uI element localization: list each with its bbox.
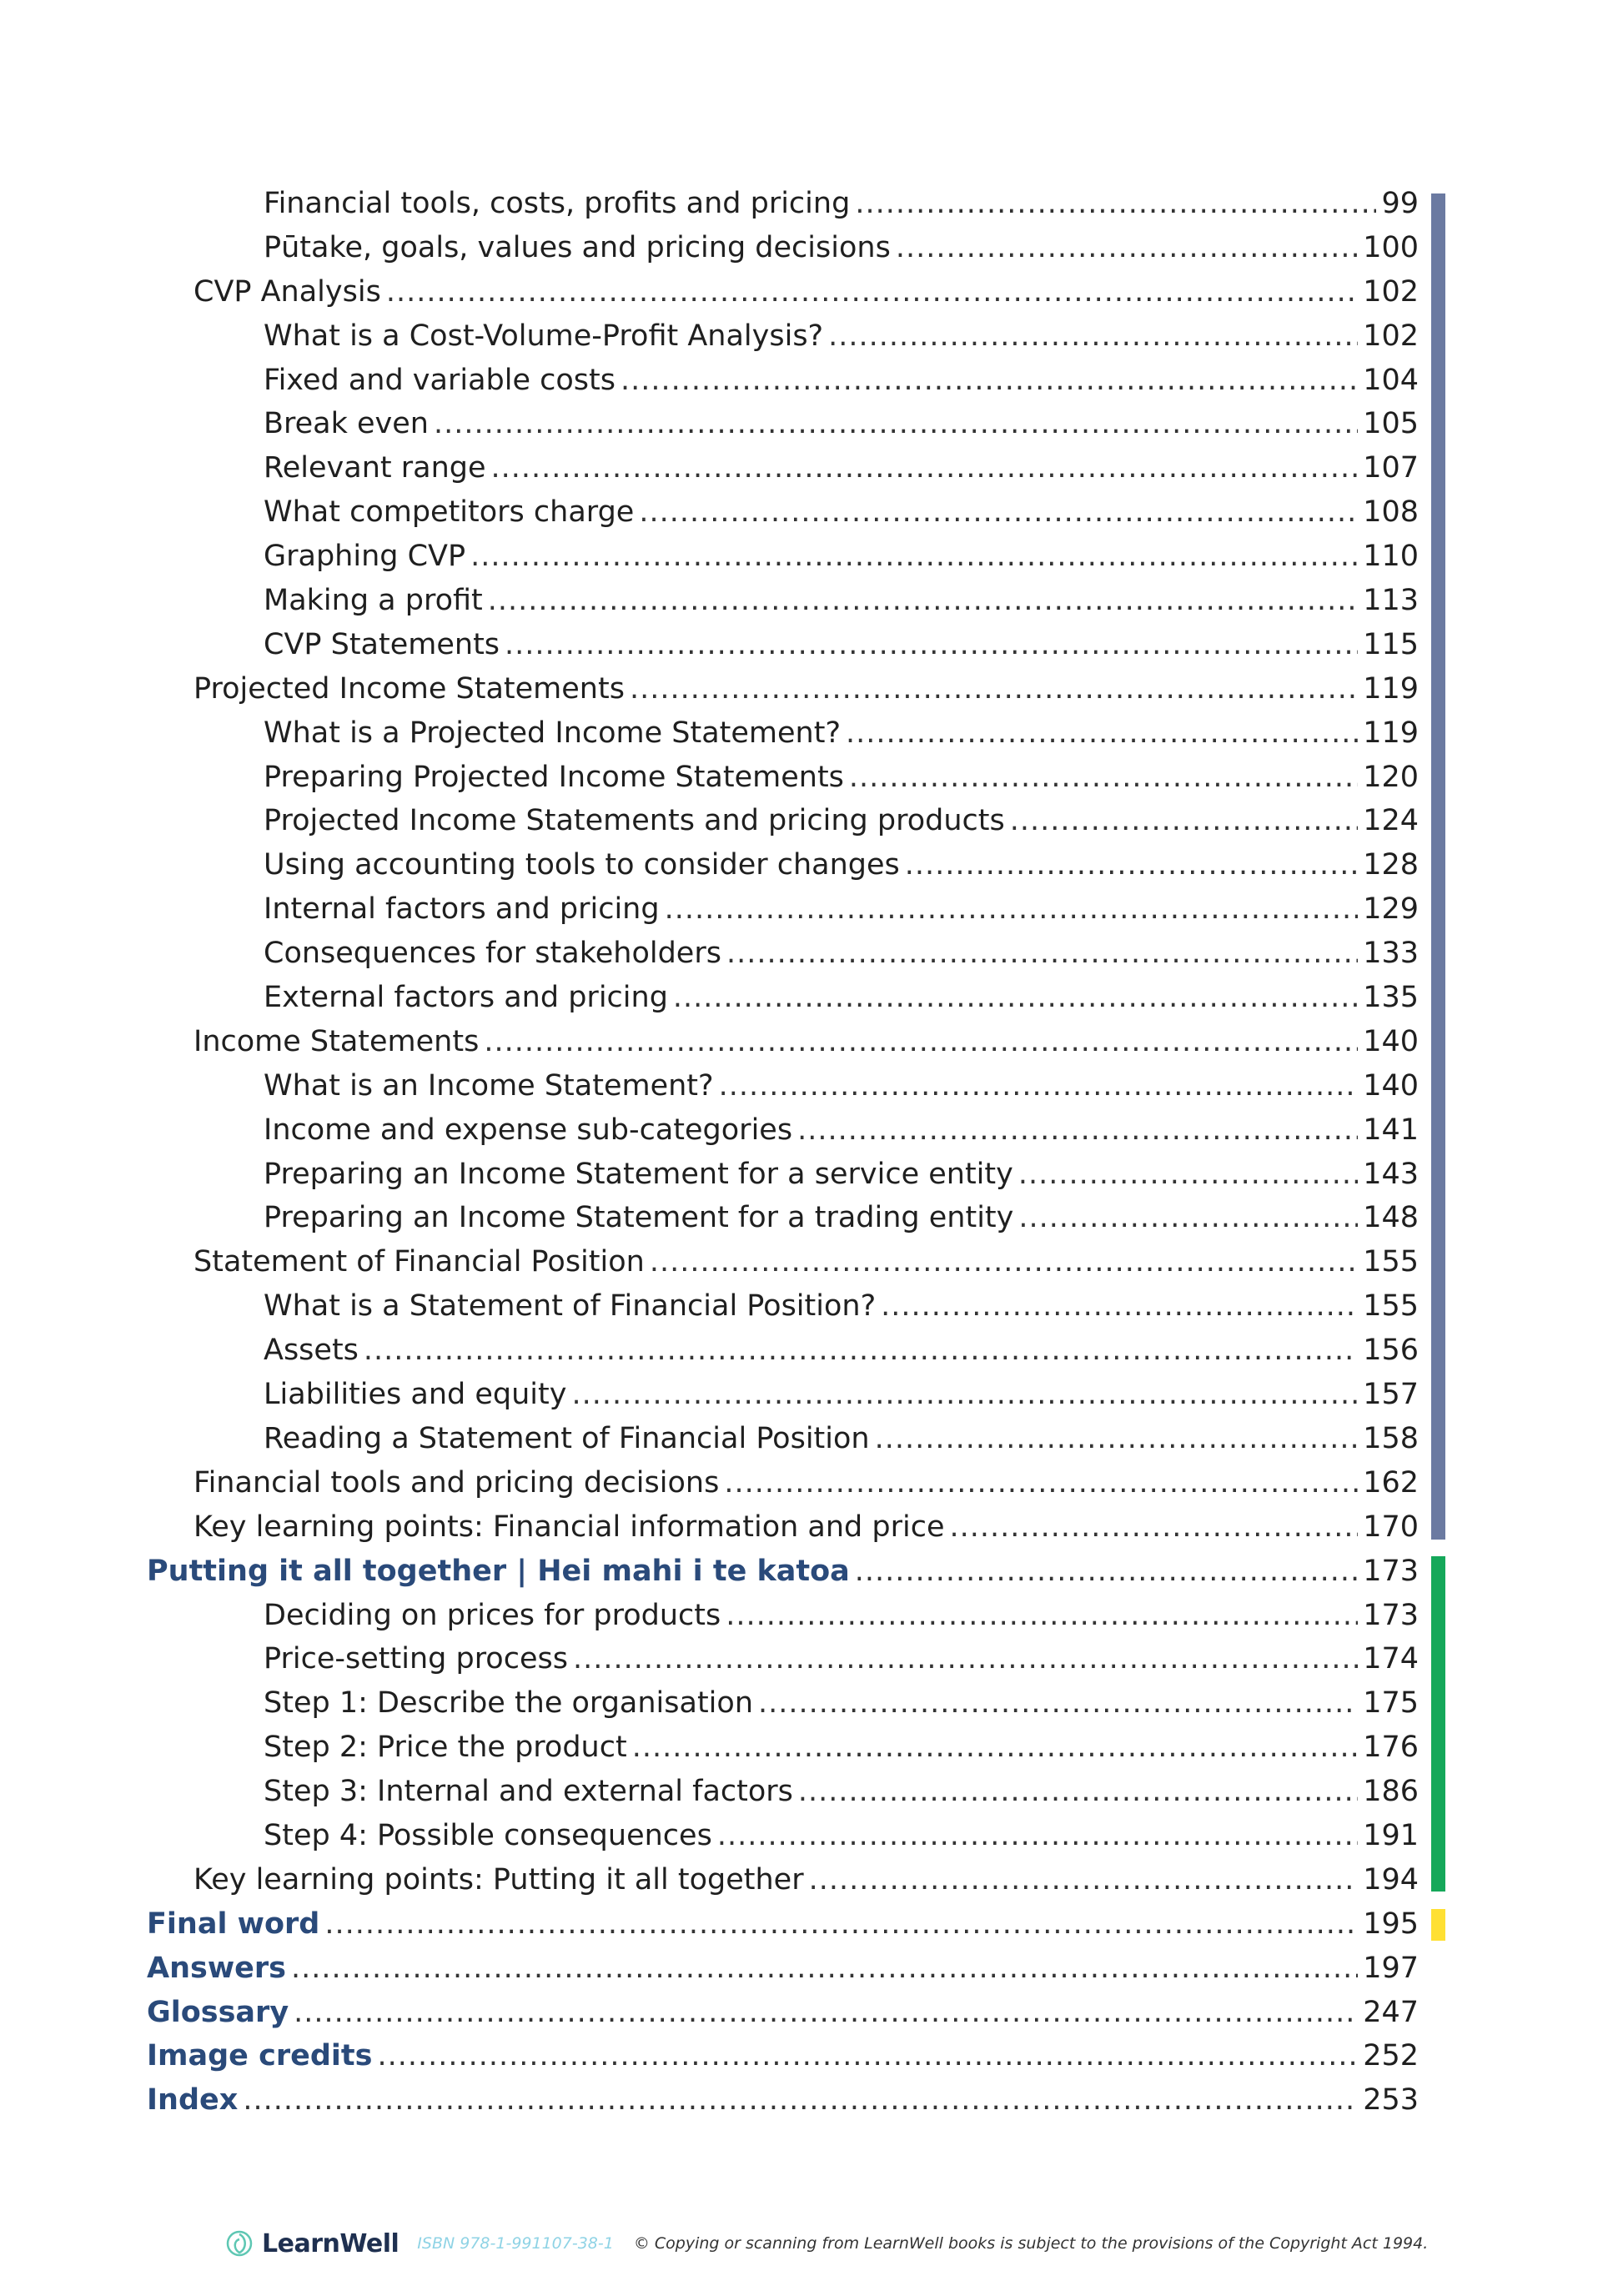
toc-entry bbox=[0, 270, 1623, 314]
dot-leader bbox=[364, 1329, 1358, 1373]
toc-entry-page: 119 bbox=[1363, 716, 1419, 750]
section-bar-yellow bbox=[1431, 1909, 1445, 1941]
dot-leader bbox=[386, 270, 1358, 314]
toc-entry-page: 175 bbox=[1363, 1686, 1419, 1721]
dot-leader bbox=[377, 2034, 1358, 2078]
toc-entry-title: External factors and pricing bbox=[264, 981, 668, 1015]
toc-entry bbox=[0, 359, 1623, 403]
toc-entry-page: 170 bbox=[1363, 1510, 1419, 1544]
toc-entry-page: 133 bbox=[1363, 937, 1419, 971]
section-bar-green bbox=[1431, 1556, 1445, 1892]
toc-entry-page: 115 bbox=[1363, 627, 1419, 661]
toc-entry bbox=[0, 182, 1623, 226]
toc-entry bbox=[0, 446, 1623, 490]
toc-entry-page: 124 bbox=[1363, 804, 1419, 838]
toc-entry bbox=[0, 1108, 1623, 1153]
toc-entry-page: 247 bbox=[1363, 1995, 1419, 2029]
toc-entry bbox=[0, 1240, 1623, 1284]
toc-entry-title: Step 4: Possible consequences bbox=[264, 1818, 712, 1852]
toc-entry-page: 104 bbox=[1363, 363, 1419, 397]
dot-leader bbox=[846, 711, 1358, 756]
toc-entry bbox=[0, 1417, 1623, 1461]
toc-entry bbox=[0, 667, 1623, 711]
dot-leader bbox=[726, 932, 1358, 976]
toc-entry bbox=[0, 1594, 1623, 1638]
toc-entry-page: 140 bbox=[1363, 1024, 1419, 1058]
toc-entry bbox=[0, 1726, 1623, 1770]
toc-entry-title: Step 1: Describe the organisation bbox=[264, 1686, 754, 1721]
learnwell-swirl-icon bbox=[225, 2229, 254, 2258]
dot-leader bbox=[1010, 799, 1358, 843]
dot-leader bbox=[665, 887, 1359, 932]
dot-leader bbox=[875, 1417, 1359, 1461]
dot-leader bbox=[828, 314, 1358, 359]
dot-leader bbox=[798, 1770, 1358, 1814]
dot-leader bbox=[488, 579, 1358, 623]
toc-entry-page: 156 bbox=[1363, 1334, 1419, 1368]
dot-leader bbox=[881, 1284, 1358, 1329]
dot-leader bbox=[1018, 1196, 1358, 1240]
dot-leader bbox=[797, 1108, 1358, 1153]
toc-entry bbox=[0, 711, 1623, 756]
dot-leader bbox=[726, 1594, 1358, 1638]
toc-entry bbox=[0, 490, 1623, 535]
toc-entry-title: Key learning points: Putting it all together bbox=[193, 1862, 804, 1897]
toc-entry-page: 129 bbox=[1363, 892, 1419, 927]
toc-entry-page: 108 bbox=[1363, 495, 1419, 530]
toc-entry-title: Answers bbox=[147, 1951, 287, 1985]
toc-entry bbox=[0, 932, 1623, 976]
toc-entry-title: Internal factors and pricing bbox=[264, 892, 660, 927]
dot-leader bbox=[294, 1991, 1358, 2035]
dot-leader bbox=[632, 1726, 1358, 1770]
toc-entry-page: 186 bbox=[1363, 1775, 1419, 1809]
toc-entry-title: Assets bbox=[264, 1334, 359, 1368]
toc-entry bbox=[0, 623, 1623, 667]
toc-entry-title: What is a Cost-Volume-Profit Analysis? bbox=[264, 319, 824, 353]
toc-entry bbox=[0, 1902, 1623, 1947]
brand-name: LearnWell bbox=[262, 2228, 399, 2258]
toc-entry-title: Final word bbox=[147, 1907, 320, 1941]
toc-entry-page: 155 bbox=[1363, 1245, 1419, 1279]
toc-entry bbox=[0, 1196, 1623, 1240]
toc-entry-title: Liabilities and equity bbox=[264, 1378, 567, 1412]
toc-entry-title: Deciding on prices for products bbox=[264, 1598, 721, 1632]
toc-entry-page: 120 bbox=[1363, 760, 1419, 794]
toc-entry bbox=[0, 1505, 1623, 1550]
toc-entry-page: 173 bbox=[1363, 1598, 1419, 1632]
toc-entry bbox=[0, 1064, 1623, 1108]
toc-entry bbox=[0, 1858, 1623, 1902]
toc-entry-title: Price-setting process bbox=[264, 1642, 568, 1676]
toc-entry-page: 173 bbox=[1363, 1554, 1419, 1588]
toc-entry-title: Income Statements bbox=[193, 1024, 480, 1058]
dot-leader bbox=[950, 1505, 1359, 1550]
toc-entry-title: Preparing an Income Statement for a service entity bbox=[264, 1157, 1013, 1191]
dot-leader bbox=[505, 623, 1358, 667]
toc-entry-page: 155 bbox=[1363, 1289, 1419, 1324]
toc-entry-page: 141 bbox=[1363, 1113, 1419, 1147]
toc-entry bbox=[0, 2034, 1623, 2078]
toc-entry-title: Fixed and variable costs bbox=[264, 363, 616, 397]
toc-entry bbox=[0, 799, 1623, 843]
toc-entry-page: 194 bbox=[1363, 1862, 1419, 1897]
toc-entry-title: Financial tools and pricing decisions bbox=[193, 1465, 720, 1500]
toc-entry-page: 128 bbox=[1363, 848, 1419, 882]
isbn-text: ISBN 978-1-991107-38-1 bbox=[417, 2234, 614, 2253]
toc-entry-title: CVP Analysis bbox=[193, 274, 381, 309]
toc-entry-page: 110 bbox=[1363, 540, 1419, 574]
toc-entry-page: 105 bbox=[1363, 407, 1419, 441]
dot-leader bbox=[849, 756, 1358, 800]
toc-entry-page: 162 bbox=[1363, 1465, 1419, 1500]
toc-entry bbox=[0, 314, 1623, 359]
toc-entry-title: Relevant range bbox=[264, 451, 486, 485]
toc-entry-title: CVP Statements bbox=[264, 627, 500, 661]
toc-entry-title: Key learning points: Financial information and price bbox=[193, 1510, 945, 1544]
toc-entry bbox=[0, 756, 1623, 800]
dot-leader bbox=[724, 1461, 1358, 1505]
toc-entry bbox=[0, 1153, 1623, 1197]
toc-entry-page: 158 bbox=[1363, 1421, 1419, 1455]
toc-entry-page: 148 bbox=[1363, 1201, 1419, 1235]
toc-entry-title: Income and expense sub-categories bbox=[264, 1113, 793, 1147]
dot-leader bbox=[243, 2078, 1358, 2123]
toc-entry-page: 176 bbox=[1363, 1731, 1419, 1765]
toc-entry-title: Preparing Projected Income Statements bbox=[264, 760, 844, 794]
toc-entry-page: 113 bbox=[1363, 584, 1419, 618]
toc-entry-title: Pūtake, goals, values and pricing decisions bbox=[264, 230, 891, 264]
dot-leader bbox=[1018, 1153, 1358, 1197]
toc-entry bbox=[0, 226, 1623, 270]
dot-leader bbox=[905, 843, 1358, 887]
toc-entry-title: Preparing an Income Statement for a trading entity bbox=[264, 1201, 1014, 1235]
toc-entry-page: 99 bbox=[1381, 187, 1419, 220]
toc-entry-page: 107 bbox=[1363, 451, 1419, 485]
dot-leader bbox=[896, 226, 1358, 270]
toc-entry-title: Break even bbox=[264, 407, 429, 441]
copyright-notice: © Copying or scanning from LearnWell books is subject to the provisions of the Copyright Act 1994. bbox=[633, 2234, 1429, 2253]
toc-entry bbox=[0, 1284, 1623, 1329]
table-of-contents bbox=[0, 182, 1623, 2123]
toc-entry-page: 195 bbox=[1363, 1907, 1419, 1941]
dot-leader bbox=[855, 1550, 1358, 1594]
toc-entry-title: Image credits bbox=[147, 2039, 373, 2073]
toc-entry-title: Making a profit bbox=[264, 584, 483, 618]
dot-leader bbox=[573, 1637, 1358, 1681]
toc-entry bbox=[0, 1373, 1623, 1417]
toc-entry bbox=[0, 1814, 1623, 1858]
toc-entry-page: 102 bbox=[1363, 274, 1419, 309]
toc-entry-title: Statement of Financial Position bbox=[193, 1245, 645, 1279]
toc-entry-title: Using accounting tools to consider changes bbox=[264, 848, 900, 882]
toc-entry-page: 143 bbox=[1363, 1157, 1419, 1191]
dot-leader bbox=[470, 535, 1358, 579]
toc-entry-title: Projected Income Statements bbox=[193, 671, 625, 706]
toc-entry-page: 100 bbox=[1363, 230, 1419, 264]
toc-entry bbox=[0, 1550, 1623, 1594]
toc-entry-title: What is a Projected Income Statement? bbox=[264, 716, 842, 750]
toc-entry-title: Projected Income Statements and pricing products bbox=[264, 804, 1005, 838]
dot-leader bbox=[291, 1947, 1358, 1991]
dot-leader bbox=[650, 1240, 1358, 1284]
toc-entry-page: 191 bbox=[1363, 1818, 1419, 1852]
dot-leader bbox=[673, 976, 1358, 1020]
toc-entry bbox=[0, 976, 1623, 1020]
dot-leader bbox=[855, 182, 1376, 226]
toc-entry bbox=[0, 1329, 1623, 1373]
dot-leader bbox=[324, 1902, 1358, 1947]
toc-entry-title: Index bbox=[147, 2083, 239, 2118]
toc-entry-title: Consequences for stakeholders bbox=[264, 937, 721, 971]
toc-entry-page: 140 bbox=[1363, 1068, 1419, 1103]
dot-leader bbox=[758, 1681, 1358, 1726]
dot-leader bbox=[621, 359, 1358, 403]
dot-leader bbox=[717, 1814, 1358, 1858]
toc-entry-title: What competitors charge bbox=[264, 495, 635, 530]
toc-entry bbox=[0, 887, 1623, 932]
toc-entry-title: Reading a Statement of Financial Position bbox=[264, 1421, 870, 1455]
toc-entry bbox=[0, 1770, 1623, 1814]
toc-entry-page: 174 bbox=[1363, 1642, 1419, 1676]
toc-entry-title: Step 2: Price the product bbox=[264, 1731, 627, 1765]
dot-leader bbox=[434, 402, 1358, 446]
toc-entry bbox=[0, 1461, 1623, 1505]
toc-entry bbox=[0, 1681, 1623, 1726]
toc-entry-title: What is an Income Statement? bbox=[264, 1068, 714, 1103]
toc-entry-title: Financial tools, costs, profits and pricing bbox=[264, 187, 851, 220]
toc-entry bbox=[0, 1020, 1623, 1064]
dot-leader bbox=[809, 1858, 1359, 1902]
toc-entry bbox=[0, 1947, 1623, 1991]
toc-entry bbox=[0, 1991, 1623, 2035]
toc-entry bbox=[0, 2078, 1623, 2123]
toc-entry-page: 157 bbox=[1363, 1378, 1419, 1412]
toc-entry-title: Glossary bbox=[147, 1995, 289, 2029]
dot-leader bbox=[484, 1020, 1358, 1064]
toc-entry-title: Graphing CVP bbox=[264, 540, 466, 574]
toc-entry-title: Step 3: Internal and external factors bbox=[264, 1775, 793, 1809]
toc-entry bbox=[0, 402, 1623, 446]
toc-entry-page: 119 bbox=[1363, 671, 1419, 706]
toc-entry bbox=[0, 535, 1623, 579]
toc-entry-page: 102 bbox=[1363, 319, 1419, 353]
toc-entry bbox=[0, 843, 1623, 887]
page-footer bbox=[225, 2218, 1428, 2268]
dot-leader bbox=[571, 1373, 1358, 1417]
toc-entry-page: 135 bbox=[1363, 981, 1419, 1015]
toc-entry-page: 253 bbox=[1363, 2083, 1419, 2118]
section-bar-blue bbox=[1431, 193, 1445, 1540]
dot-leader bbox=[630, 667, 1358, 711]
toc-entry-page: 197 bbox=[1363, 1951, 1419, 1985]
toc-entry-page: 252 bbox=[1363, 2039, 1419, 2073]
toc-entry bbox=[0, 579, 1623, 623]
dot-leader bbox=[719, 1064, 1359, 1108]
toc-entry bbox=[0, 1637, 1623, 1681]
dot-leader bbox=[491, 446, 1359, 490]
dot-leader bbox=[639, 490, 1358, 535]
toc-entry-title: Putting it all together | Hei mahi i te katoa bbox=[147, 1554, 850, 1588]
toc-entry-title: What is a Statement of Financial Position? bbox=[264, 1289, 877, 1324]
